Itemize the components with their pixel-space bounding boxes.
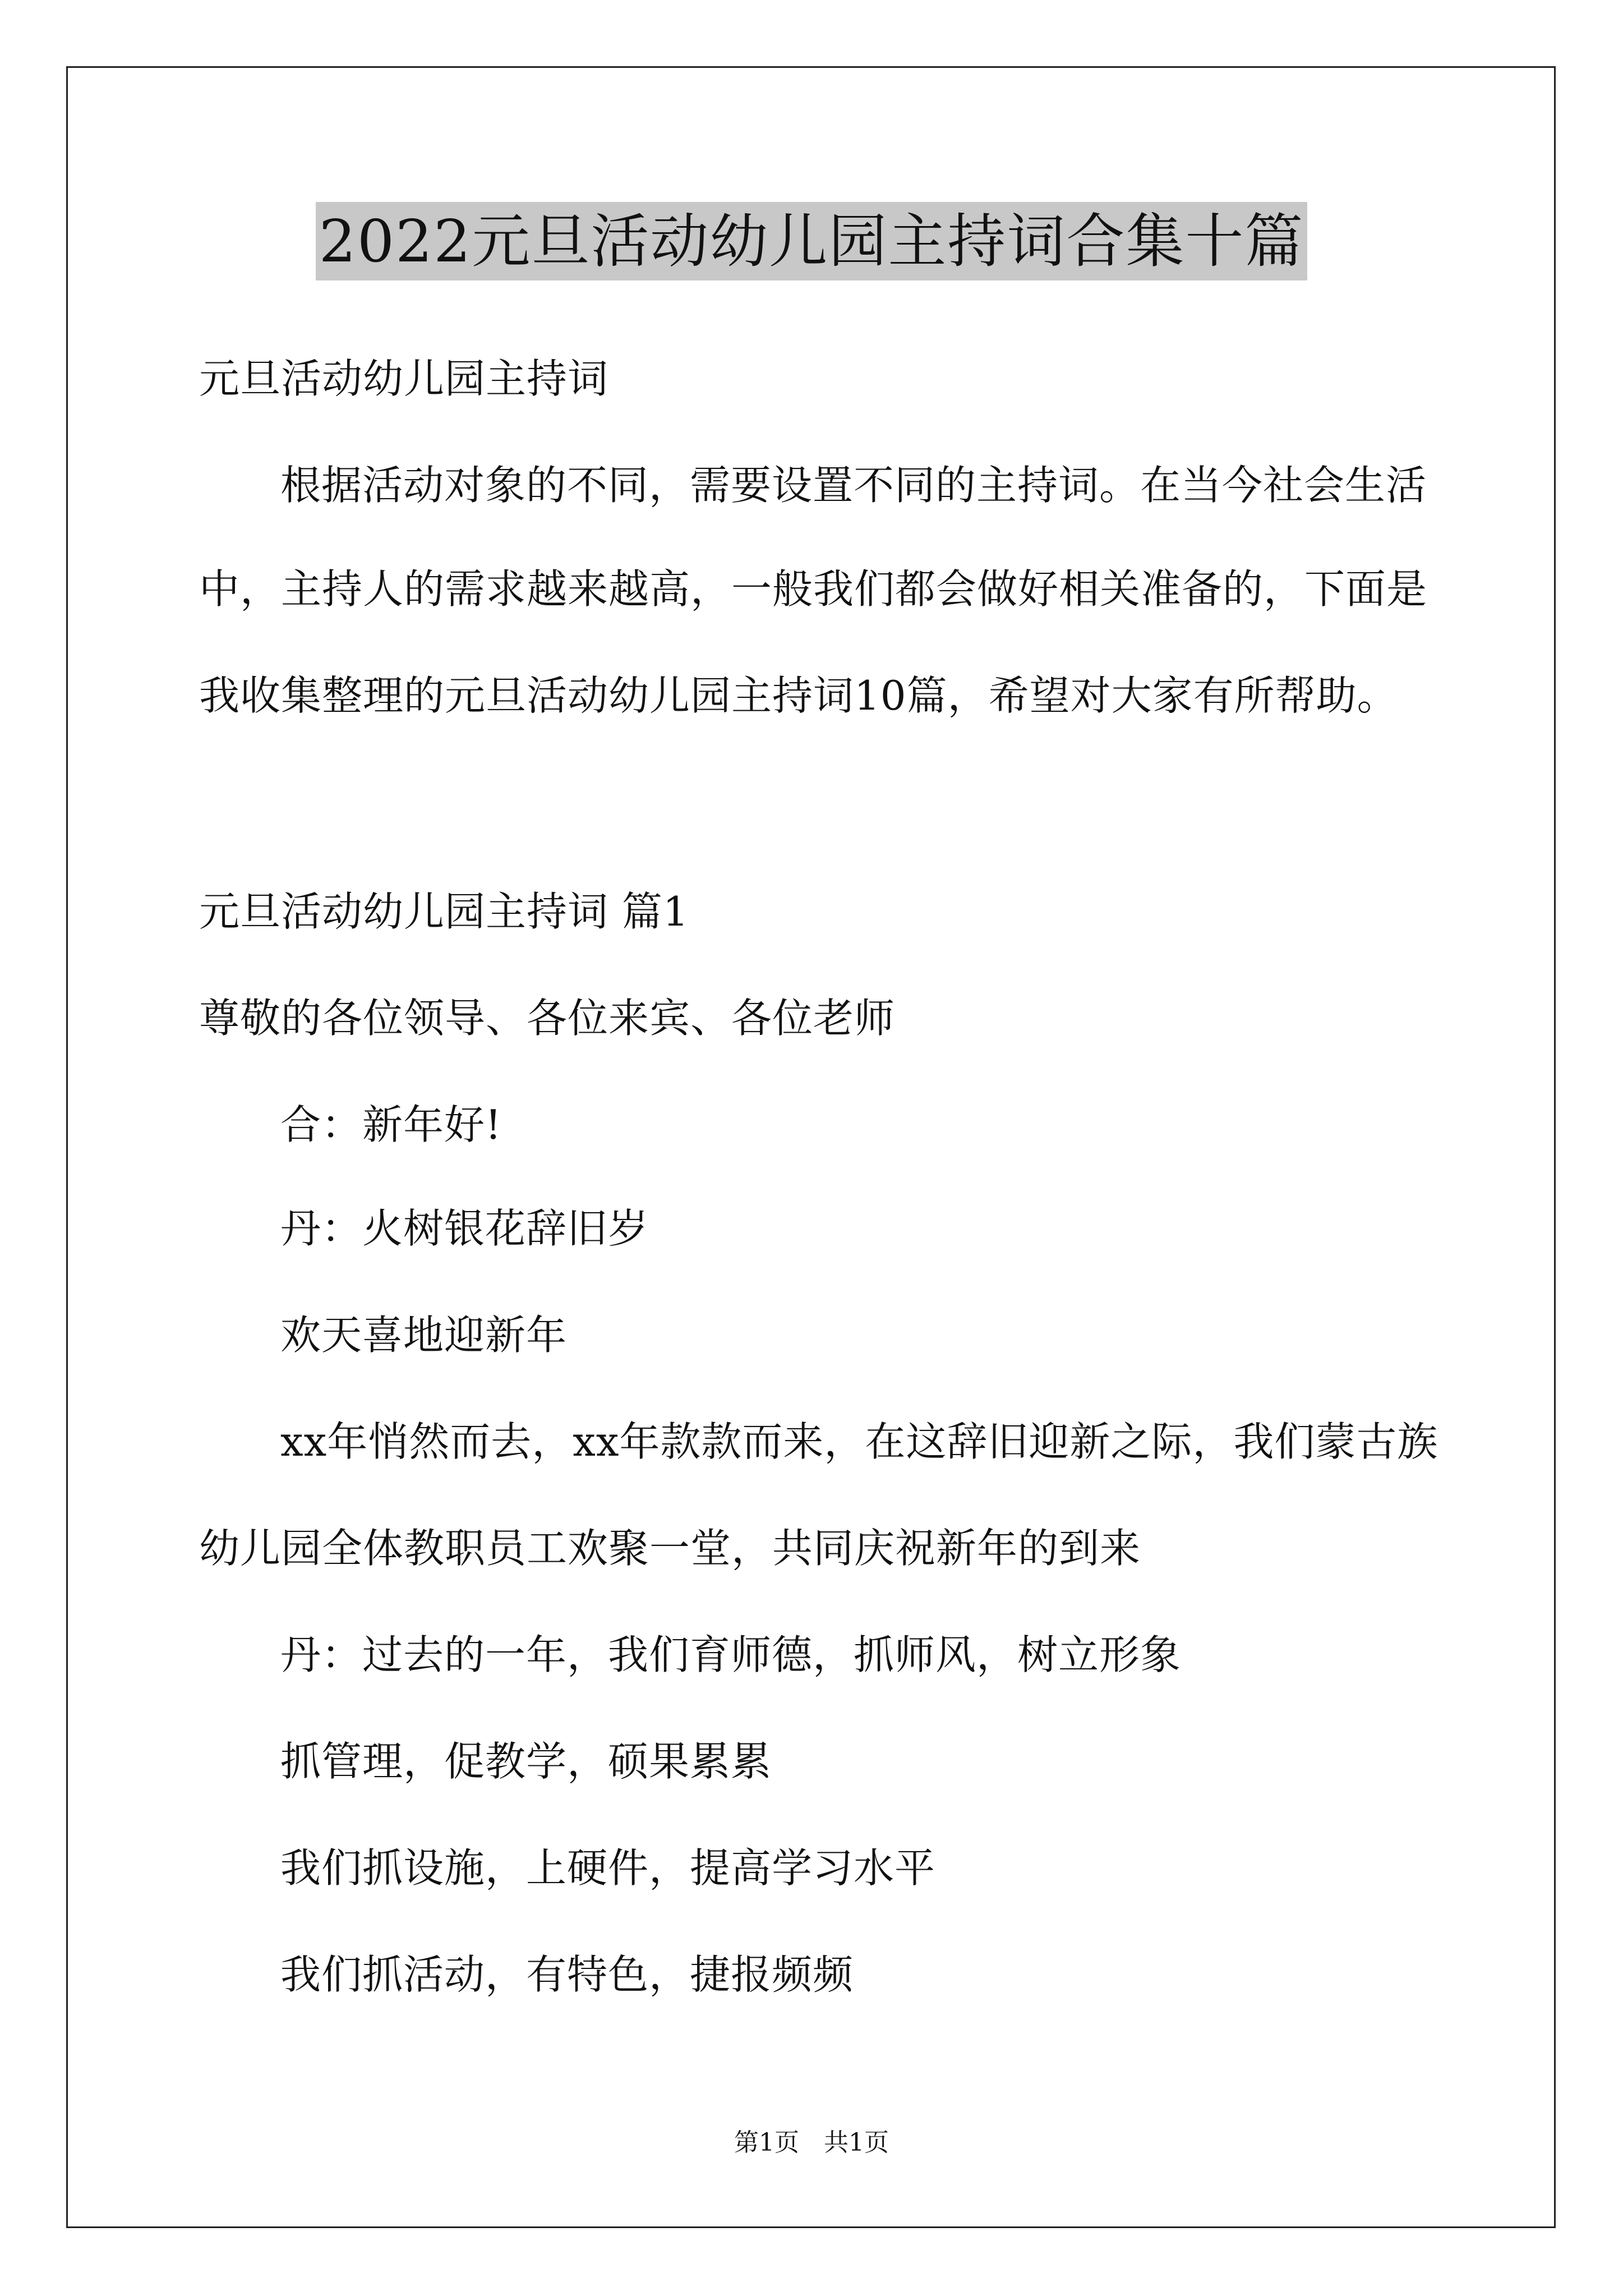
body-line-5: 幼儿园全体教职员工欢聚一堂，共同庆祝新年的到来 bbox=[199, 1525, 1141, 1572]
intro-line-3: 我收集整理的元旦活动幼儿园主持词10篇，希望对大家有所帮助。 bbox=[199, 672, 1398, 719]
page-footer: 第1页 共1页 bbox=[734, 2128, 889, 2157]
body-line-2: 丹：火树银花辞旧岁 bbox=[280, 1205, 649, 1252]
body-line-1: 合：新年好! bbox=[280, 1101, 502, 1148]
greeting-line: 尊敬的各位领导、各位来宾、各位老师 bbox=[199, 995, 896, 1042]
subtitle: 元旦活动幼儿园主持词 bbox=[199, 355, 609, 402]
document-title-container bbox=[0, 202, 1623, 280]
document-title: 2022元旦活动幼儿园主持词合集十篇 bbox=[316, 202, 1308, 280]
body-line-3: 欢天喜地迎新年 bbox=[280, 1312, 568, 1359]
intro-line-2: 中，主持人的需求越来越高，一般我们都会做好相关准备的，下面是 bbox=[199, 565, 1428, 613]
body-line-4: xx年悄然而去，xx年款款而来，在这辞旧迎新之际，我们蒙古族 bbox=[280, 1418, 1438, 1465]
body-line-7: 抓管理，促教学，硕果累累 bbox=[280, 1738, 772, 1785]
body-line-9: 我们抓活动，有特色，捷报频频 bbox=[280, 1951, 854, 1998]
body-line-6: 丹：过去的一年，我们育师德，抓师风，树立形象 bbox=[280, 1631, 1182, 1678]
section-heading: 元旦活动幼儿园主持词 篇1 bbox=[199, 888, 689, 935]
body-line-8: 我们抓设施，上硬件，提高学习水平 bbox=[280, 1844, 936, 1892]
intro-line-1: 根据活动对象的不同，需要设置不同的主持词。在当今社会生活 bbox=[280, 462, 1427, 509]
